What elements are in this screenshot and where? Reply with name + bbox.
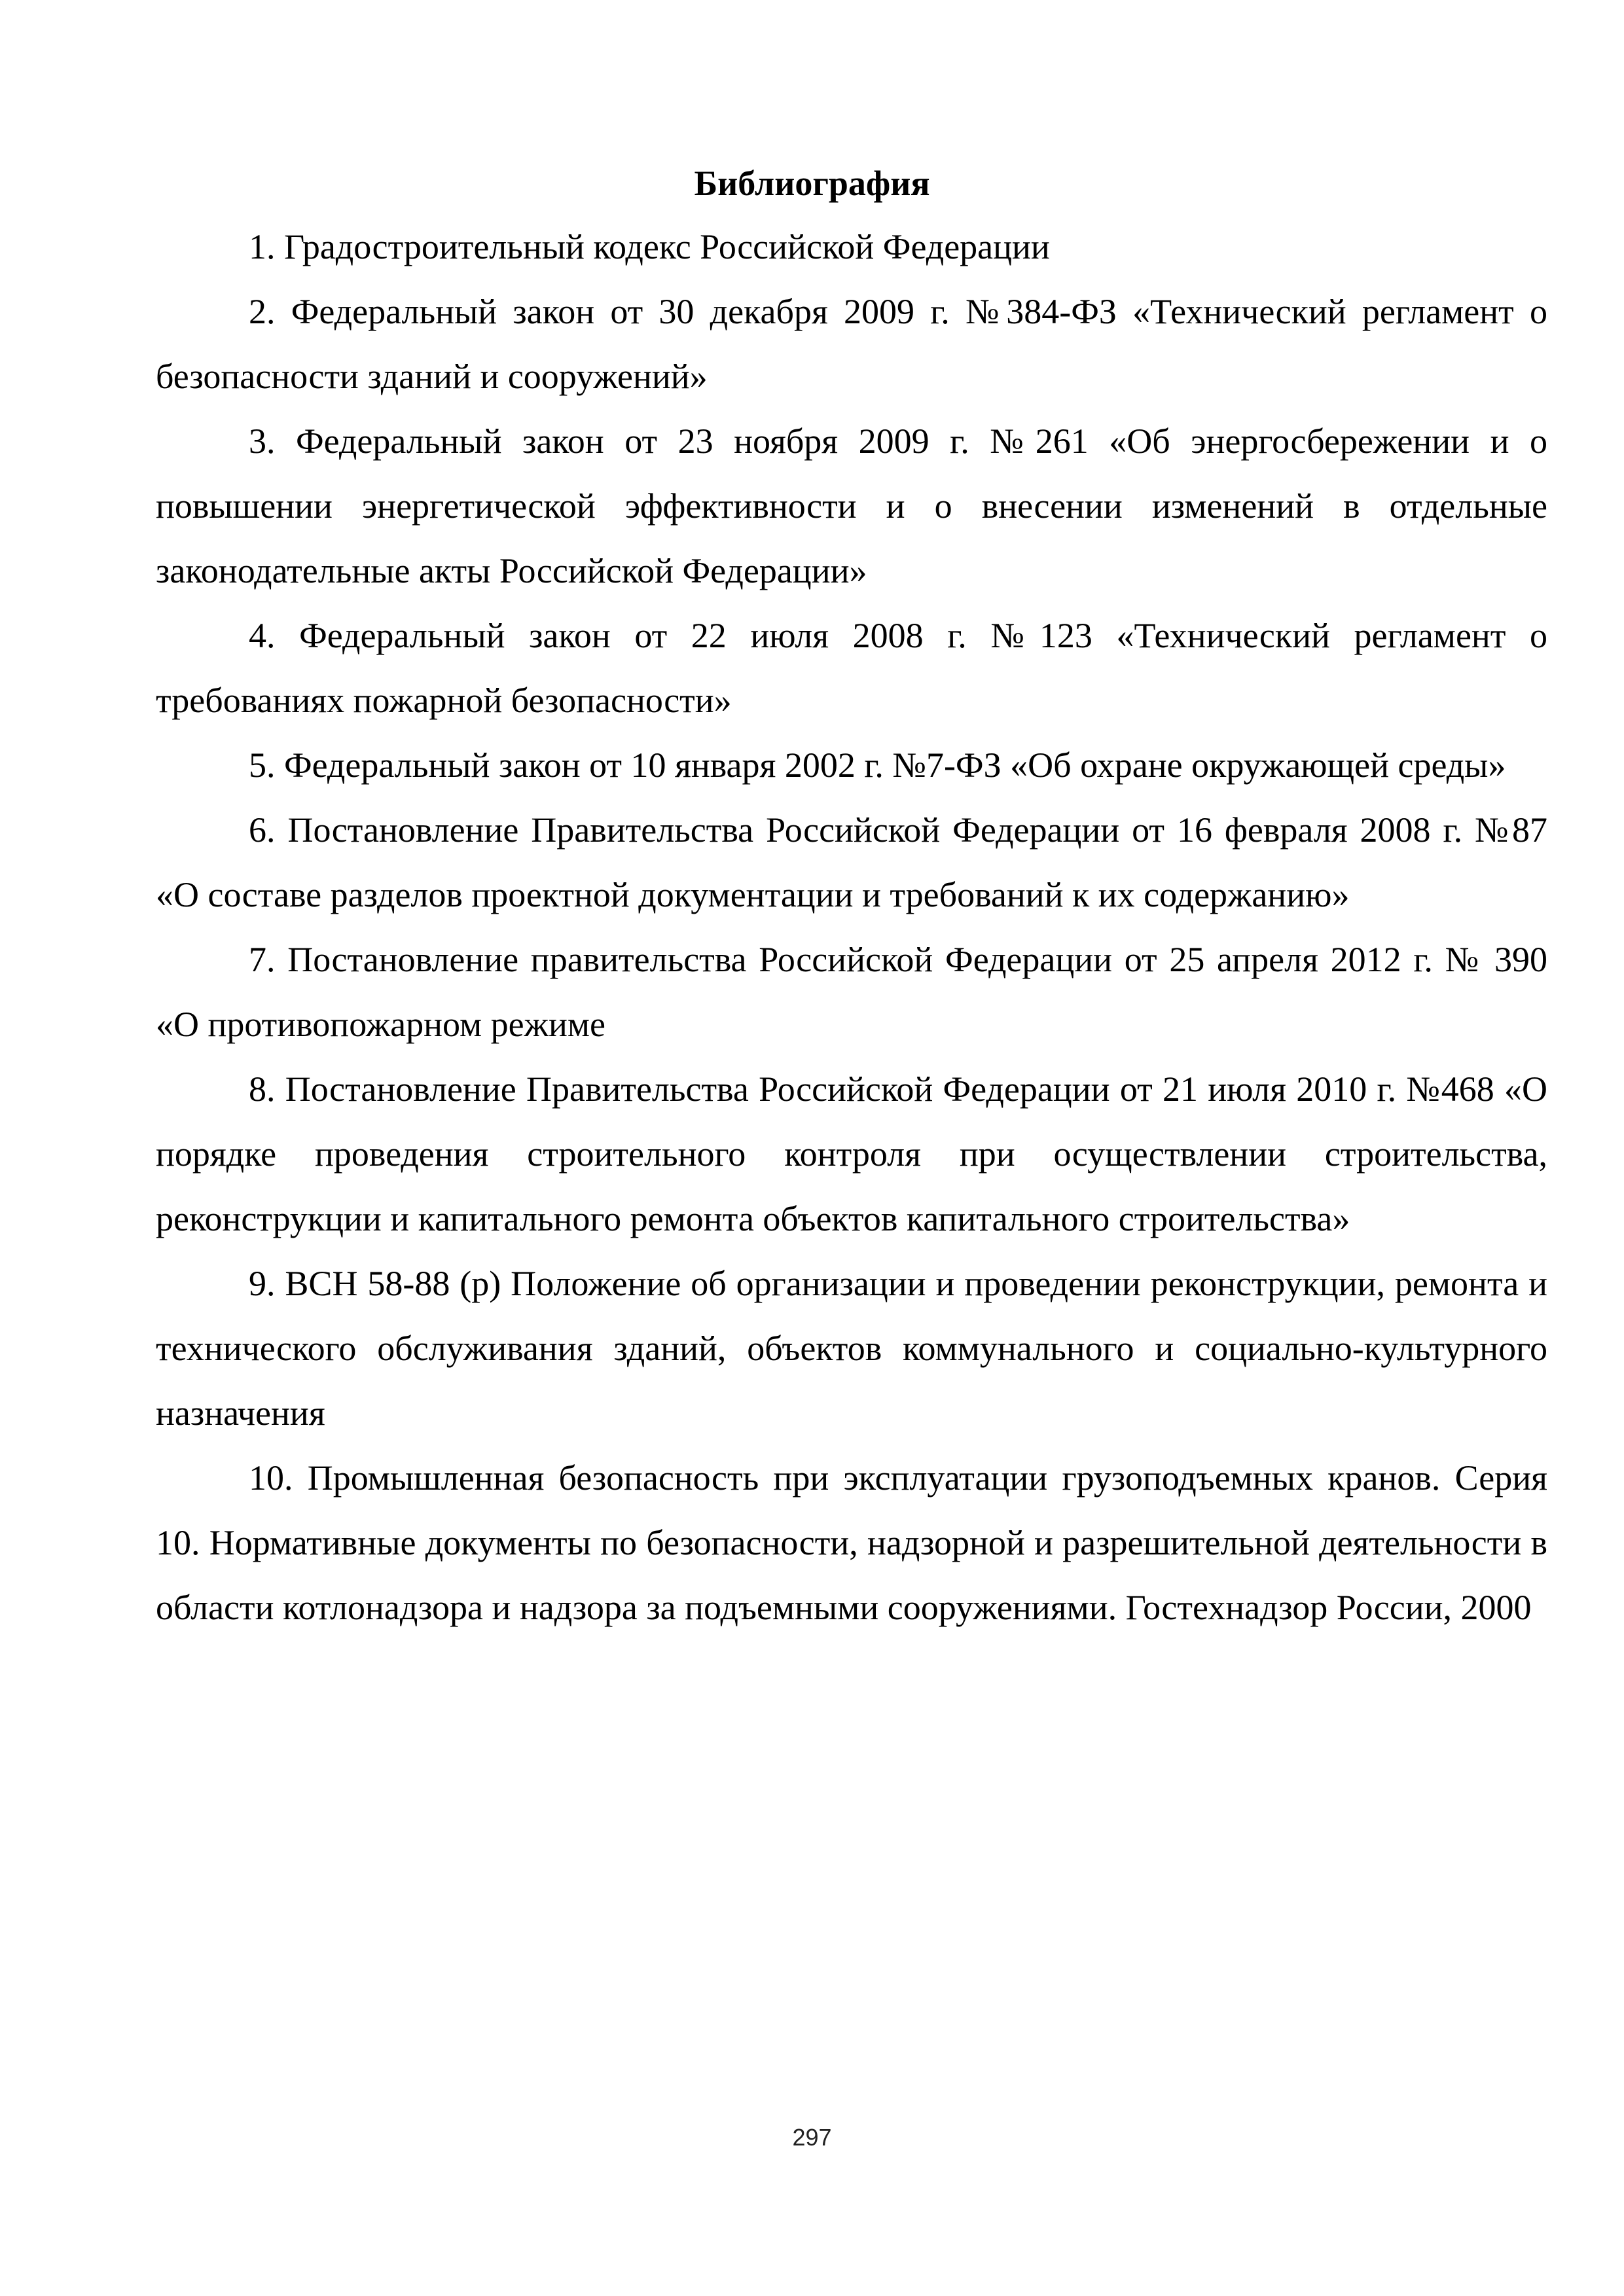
bibliography-entry: 4. Федеральный закон от 22 июля 2008 г. №123 «Технический регламент о требованиях пожарной безопасности» — [156, 616, 1547, 720]
bibliography-entry: 1. Градостроительный кодекс Российской Федерации — [249, 227, 1050, 266]
bibliography-entry: 2. Федеральный закон от 30 декабря 2009 г. №384-ФЗ «Технический регламент о безопасности зданий и сооружений» — [156, 292, 1547, 396]
bibliography-entry: 9. ВСН 58-88 (р) Положение об организации и проведении реконструкции, ремонта и технического обслуживания зданий, объектов коммунального и социально-культурного назначения — [156, 1264, 1547, 1433]
bibliography-entry: 5. Федеральный закон от 10 января 2002 г. №7-ФЗ «Об охране окружающей среды» — [249, 745, 1506, 785]
bibliography-entry: 6. Постановление Правительства Российской Федерации от 16 февраля 2008 г. №87 «О составе разделов проектной документации и требований к их содержанию» — [156, 810, 1547, 914]
bibliography-entry: 7. Постановление правительства Российской Федерации от 25 апреля 2012 г. № 390 «О противопожарном режиме — [156, 940, 1547, 1044]
bibliography-list — [156, 215, 1547, 1640]
bibliography-entry: 8. Постановление Правительства Российской Федерации от 21 июля 2010 г. №468 «О порядке проведения строительного контроля при осуществлении строительства, реконструкции и капитального ремонта объектов капитального строительства» — [156, 1069, 1547, 1238]
bibliography-entry: 10. Промышленная безопасность при эксплуатации грузоподъемных кранов. Серия 10. Нормативные документы по безопасности, надзорной и разрешительной деятельности в области котлонадзора и надзора за подъемными сооружениями. Гостехнадзор России, 2000 — [156, 1458, 1547, 1627]
page-title: Библиография — [694, 164, 930, 203]
page-number: 297 — [792, 2124, 832, 2151]
bibliography-entry: 3. Федеральный закон от 23 ноября 2009 г. №261 «Об энергосбережении и о повышении энергетической эффективности и о внесении изменений в отдельные законодательные акты Российской Федерации» — [156, 422, 1547, 590]
